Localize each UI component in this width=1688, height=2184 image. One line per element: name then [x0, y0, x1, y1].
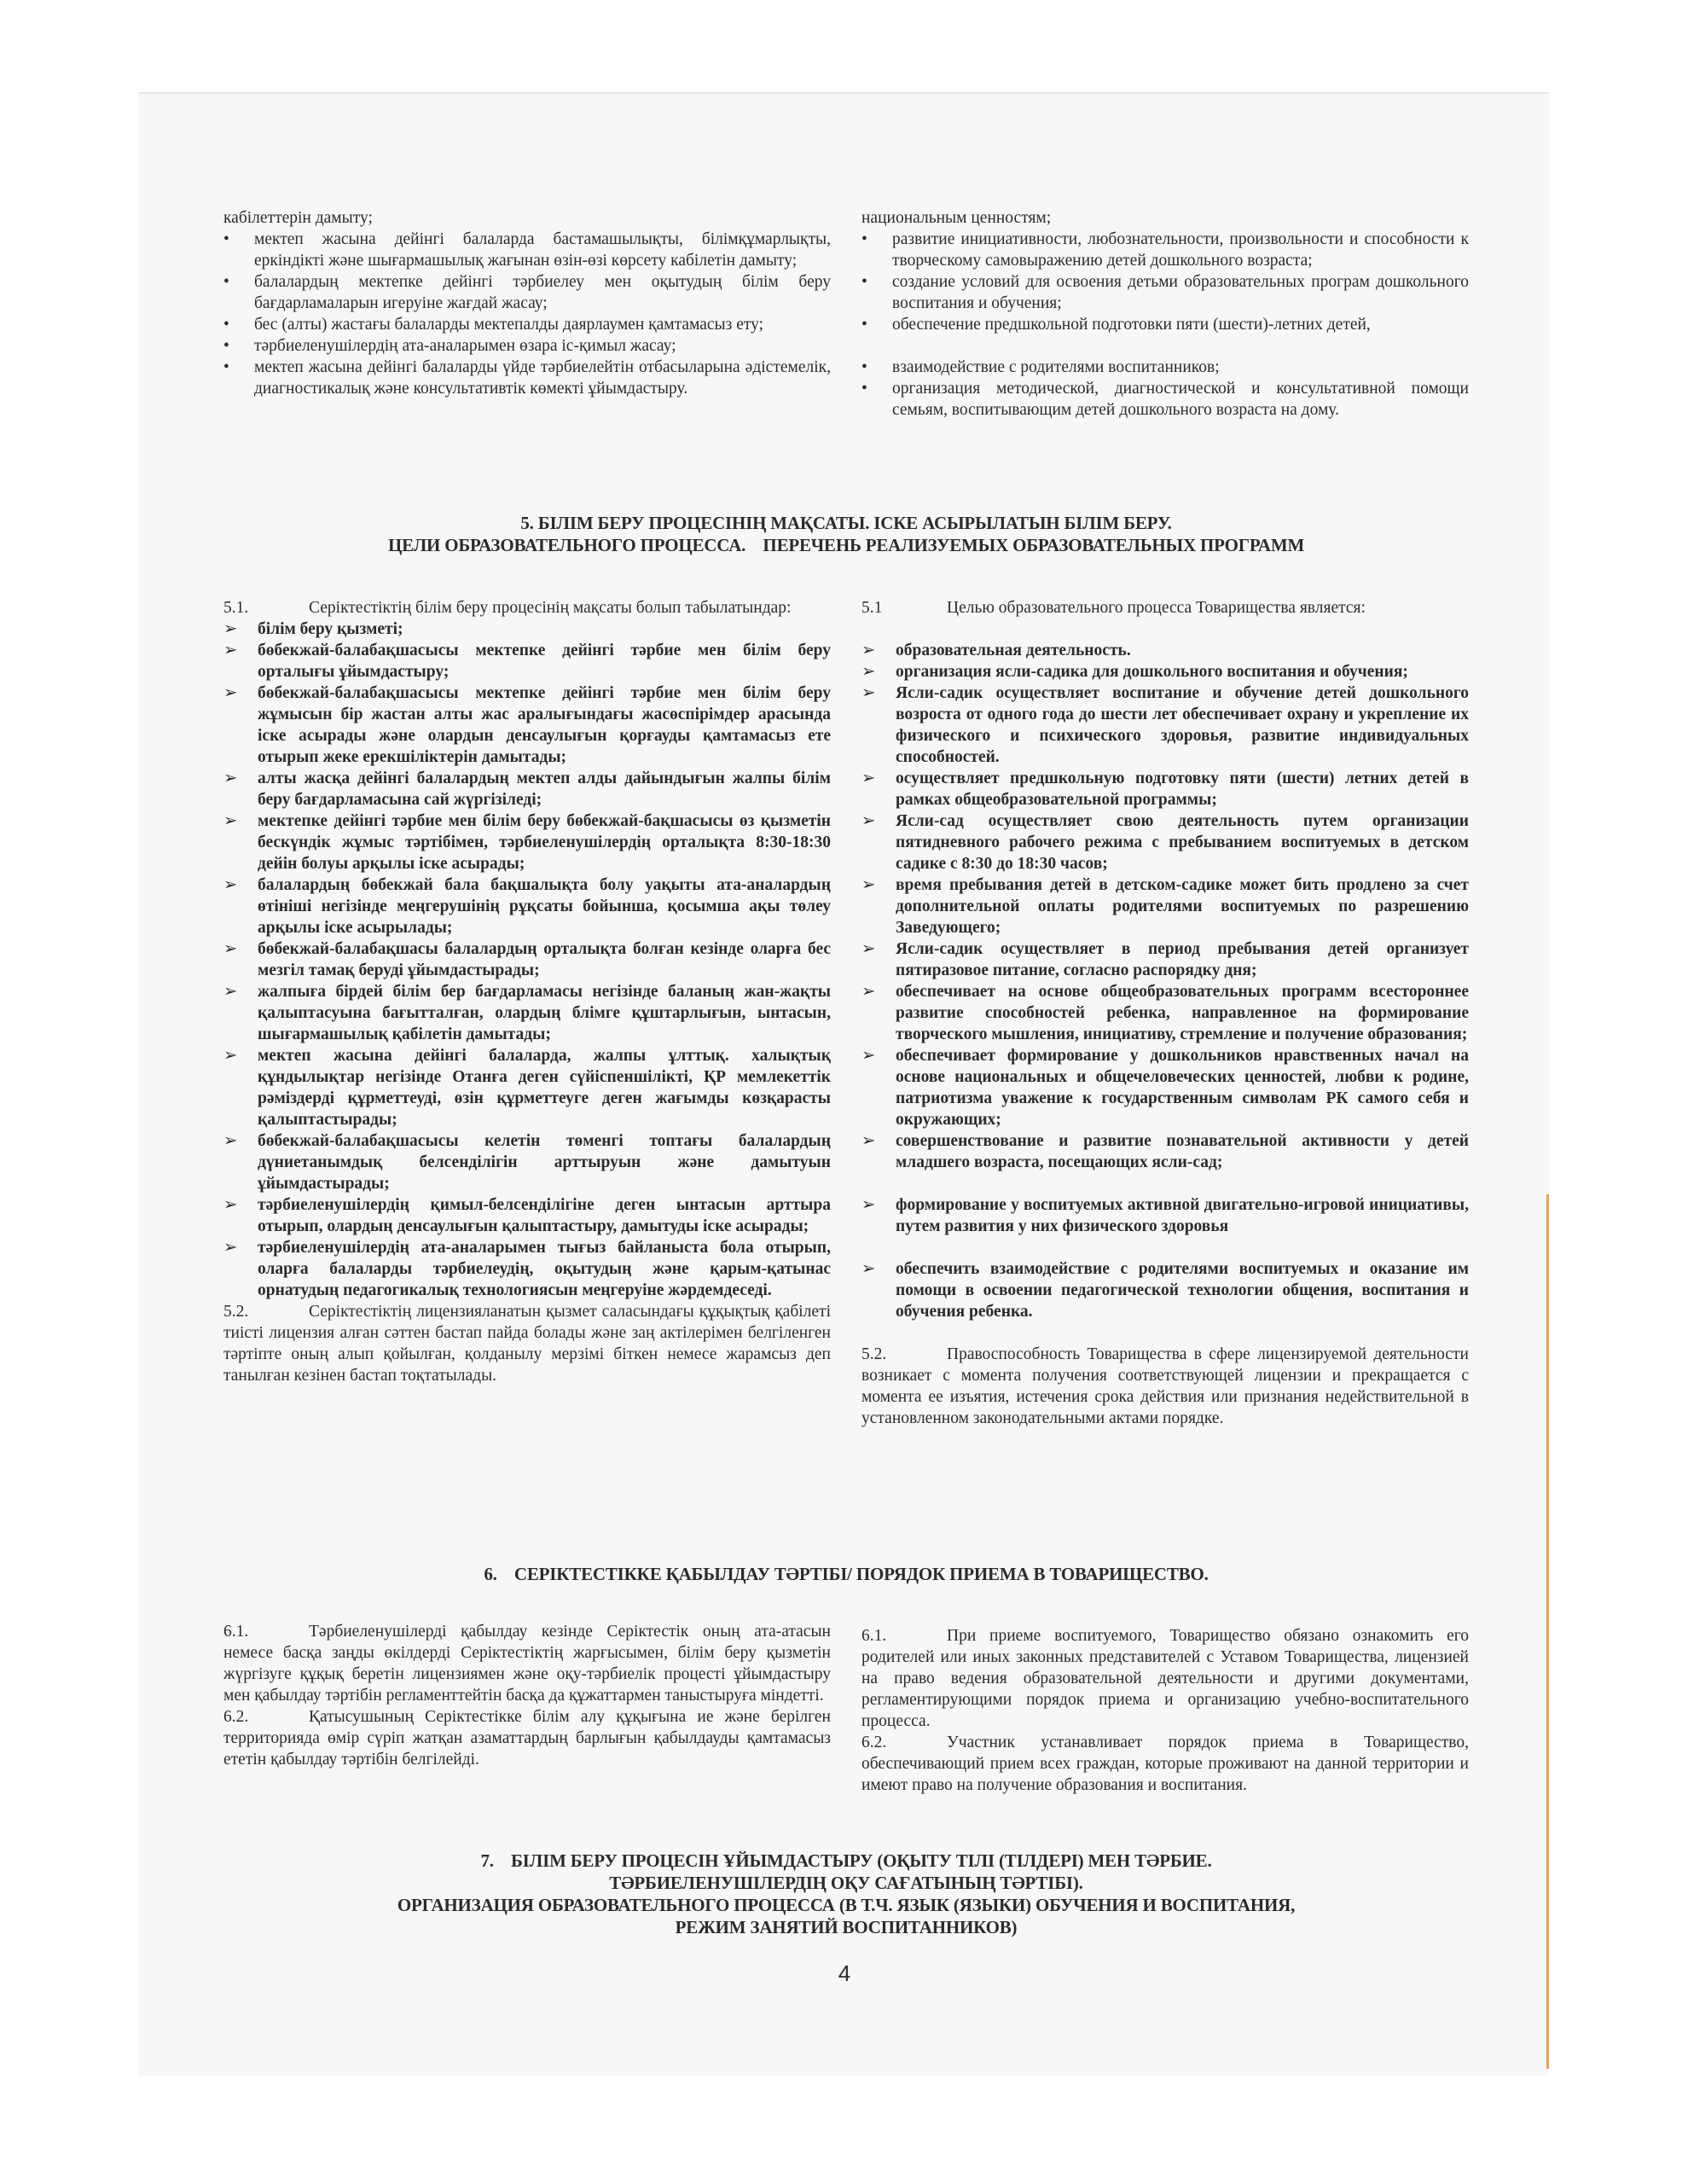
clause-6-1: 6.1. При приеме воспитуемого, Товарищество обязано ознакомить его родителей или иных законных представителей с Уставом Товарищества, лицензией на право ведения образовательной деятельности и другими документами, регламентирующими порядок приема и организацию учебно-воспитательного процесса.	[861, 1627, 1469, 1730]
list-item: • мектеп жасына дейінгі балаларда бастамашылықты, білімқұмарлықты, еркіндікті және шығармашылық жағынан өзін-өзі көрсету кабілетін дамыту;	[223, 230, 831, 270]
list-item: ➢ Ясли-садик осуществляет воспитание и обучение детей дошкольного возроста от одного года до шести лет обеспечивает охрану и укрепление их физического и психического здоровья, развитие индивидуальных способностей.	[861, 684, 1469, 766]
list-item: • балалардың мектепке дейінгі тәрбиелеу мен оқытудың білім беру бағдарламаларын игеруіне жағдай жасау;	[223, 273, 831, 312]
list-item: ➢ время пребывания детей в детском-садике может бить продлено за счет дополнительной оплаты родителями воспитуемых по разрешению Заведующего;	[861, 876, 1469, 937]
list-item: ➢ бөбекжай-балабақшасысы келетін төменгі топтағы балалардың дүниетанымдық белсенділігін арттыруын және дамытуын ұйымдастырады;	[223, 1132, 831, 1193]
arrowhead-icon: ➢	[861, 684, 876, 702]
list-item: • тәрбиеленушілердің ата-аналарымен өзара іс-қимыл жасау;	[223, 337, 676, 355]
arrowhead-icon: ➢	[861, 1260, 876, 1278]
section-7-line-4: РЕЖИМ ЗАНЯТИЙ ВОСПИТАННИКОВ)	[675, 1917, 1018, 1937]
bullet-icon: •	[223, 273, 229, 291]
arrowhead-icon: ➢	[861, 770, 876, 787]
spacer	[861, 619, 1469, 640]
bullet-icon: •	[861, 273, 867, 291]
arrowhead-icon: ➢	[223, 770, 238, 787]
section-5-title-ru: ЦЕЛИ ОБРАЗОВАТЕЛЬНОГО ПРОЦЕССА. ПЕРЕЧЕНЬ РЕАЛИЗУЕМЫХ ОБРАЗОВАТЕЛЬНЫХ ПРОГРАММ	[387, 535, 1305, 555]
list-item: ➢ тәрбиеленушілердің қимыл-белсенділігіне деген ынтасын арттыра отырып, олардың денсаулығын қалыптастыру, дамытуды іске асырады;	[223, 1196, 831, 1235]
arrowhead-icon: ➢	[223, 1132, 238, 1150]
clause-5-2: 5.2. Правоспособность Товарищества в сфере лицензируемой деятельности возникает с момента получения соответствующей лицензии и прекращается с момента ее изъятия, истечения срока действия или признания недействительной в установленном законодательными актами порядке.	[861, 1345, 1469, 1427]
continuation-text: кабілеттерін дамыту;	[223, 209, 373, 227]
list-item: ➢ формирование у воспитуемых активной двигательно-игровой инициативы, путем развития у них физического здоровья	[861, 1196, 1469, 1235]
arrowhead-icon: ➢	[223, 876, 238, 894]
list-item: • мектеп жасына дейінгі балаларды үйде тәрбиелейтін отбасыларына әдістемелік, диагностикалық және консультативтік көмекті ұйымдастыру.	[223, 358, 831, 398]
list-item: • развитие инициативности, любознательности, произвольности и способности к творческому самовыражению детей дошкольного возраста;	[861, 230, 1469, 270]
bullet-list	[861, 229, 1469, 421]
spacer	[861, 335, 1469, 357]
clause-6-1: 6.1. Тәрбиеленушілерді қабылдау кезінде Серіктестік оның ата-атасын немесе басқа заңды өкілдерді Серіктестіктің жарғысымен, білім беру қызметін жүргізуге құқық беретін лицензиямен және оқу-тәрбиелік процесті ұйымдастыру мен қабылдау тәртібін регламенттейтін басқа да құжаттармен таныстыруға міндетті.	[223, 1623, 831, 1705]
section-5-left-column	[223, 597, 831, 1386]
clause-6-2: 6.2. Участник устанавливает порядок приема в Товарищество, обеспечивающий прием всех граждан, которые проживают на данной территории и имеют право на получение образования и воспитания.	[861, 1734, 1469, 1794]
list-item: ➢ балалардың бөбекжай бала бақшалықта болу уақыты ата-аналардың өтініші негізінде меңгерушінің рұқсаты бойынша, қосымша ақы төлеу арқылы іске асырылады;	[223, 876, 831, 937]
section-7-line-3: ОРГАНИЗАЦИЯ ОБРАЗОВАТЕЛЬНОГО ПРОЦЕССА (В Т.Ч. ЯЗЫК (ЯЗЫКИ) ОБУЧЕНИЯ И ВОСПИТАНИЯ,	[397, 1895, 1296, 1915]
bullet-icon: •	[861, 358, 867, 376]
bullet-list	[223, 229, 831, 399]
section-7-line-2: ТӘРБИЕЛЕНУШІЛЕРДІҢ ОҚУ САҒАТЫНЫҢ ТӘРТІБІ).	[609, 1873, 1083, 1893]
list-item: ➢ обеспечивает формирование у дошкольников нравственных начал на основе национальных и общечеловеческих ценностей, любви к родине, патриотизма уважение к государственным символам РК самого себя и окружающих;	[861, 1047, 1469, 1129]
list-item: • бес (алты) жастағы балаларды мектепалды даярлаумен қамтамасыз ету;	[223, 316, 764, 334]
arrowhead-icon: ➢	[861, 663, 876, 681]
section-5-title-kz: 5. БІЛІМ БЕРУ ПРОЦЕСІНІҢ МАҚСАТЫ. ІСКЕ АСЫРЫЛАТЫН БІЛІМ БЕРУ.	[520, 513, 1172, 533]
top-left-column	[223, 207, 831, 399]
arrowhead-icon: ➢	[223, 1196, 238, 1214]
list-item: ➢ образовательная деятельность.	[861, 642, 1131, 659]
continuation-text: национальным ценностям;	[861, 209, 1052, 227]
list-item: ➢ мектеп жасына дейінгі балаларда, жалпы ұлттық. халықтық құндылықтар негізінде Отанға деген сүйіспеншілікті, ҚР мемлекеттік рәміздерді құрметтеуді, өзін құрметтеуге деген жағымды көзқарасты қалыптастырады;	[223, 1047, 831, 1129]
top-right-column	[861, 207, 1469, 421]
list-item: ➢ бөбекжай-балабақшасы балалардың орталықта болған кезінде оларға бес мезгіл тамақ беруді ұйымдастырады;	[223, 940, 831, 979]
list-item: ➢ Ясли-сад осуществляет свою деятельность путем организации пятидневного рабочего режима с пребыванием воспитуемых в детском садике с 8:30 до 18:30 часов;	[861, 812, 1469, 873]
list-item: ➢ организация ясли-садика для дошкольного воспитания и обучения;	[861, 663, 1408, 681]
list-item: ➢ бөбекжай-балабақшасысы мектепке дейінгі тәрбие мен білім беру орталығы ұйымдастыру;	[223, 642, 831, 681]
list-item: • создание условий для освоения детьми образовательных програм дошкольного воспитания и обучения;	[861, 273, 1469, 312]
section-6-title: 6. СЕРІКТЕСТІККЕ ҚАБЫЛДАУ ТӘРТІБІ/ ПОРЯДОК ПРИЕМА В ТОВАРИЩЕСТВО.	[484, 1564, 1209, 1584]
list-item: ➢ білім беру қызметі;	[223, 620, 403, 638]
list-item: ➢ тәрбиеленушілердің ата-аналарымен тығыз байланыста бола отырып, оларға балаларды тәрбиелеудің, оқытудың және қарым-қатынас орнатудың педагогикалық технологиясын меңгеруіне жәрдемдеседі.	[223, 1239, 831, 1299]
arrowhead-icon: ➢	[861, 1196, 876, 1214]
list-item: ➢ осуществляет предшкольную подготовку пяти (шести) летних детей в рамках общеобразовательной программы;	[861, 770, 1469, 809]
arrowhead-icon: ➢	[223, 1239, 238, 1257]
list-item: • организация методической, диагностической и консультативной помощи семьям, воспитывающим детей дошкольного возраста на дому.	[861, 380, 1469, 419]
section-7-heading	[223, 1850, 1469, 1938]
arrowhead-icon: ➢	[861, 940, 876, 958]
clause-5-1: 5.1. Серіктестіктің білім беру процесінің мақсаты болып табылатындар:	[223, 599, 792, 617]
section-5-right-column	[861, 597, 1469, 1429]
section-6-heading	[223, 1563, 1469, 1585]
arrowhead-icon: ➢	[861, 642, 876, 659]
list-item: ➢ Ясли-садик осуществляет в период пребывания детей организует пятиразовое питание, согласно распорядку дня;	[861, 940, 1469, 979]
list-item: ➢ обеспечивает на основе общеобразовательных программ всестороннее развитие способностей ребенка, направленное на формирование творческого мышления, инициативу, стремление и получение образования;	[861, 983, 1469, 1043]
spacer	[861, 1237, 1469, 1258]
arrowhead-icon: ➢	[223, 684, 238, 702]
spacer	[861, 1173, 1469, 1194]
list-item: ➢ жалпыға бірдей білім бер бағдарламасы негізінде баланың жан-жақты қалыптасуына бағытталған, олардың блімге құштарлығын, ынтасын, шығармашылық қабілетін дамытады;	[223, 983, 831, 1043]
clause-6-2: 6.2. Қатысушының Серіктестікке білім алу құқығына ие және берілген территорияда өмір сүріп жатқан азаматтардың барлығын қабылдауды қамтамасыз ететін қабылдау тәртібін белгілейді.	[223, 1708, 831, 1769]
bullet-icon: •	[861, 380, 867, 398]
list-item: ➢ алты жасқа дейінгі балалардың мектеп алды дайындығын жалпы білім беру бағдарламасына сай жүргізіледі;	[223, 770, 831, 809]
list-item: ➢ бөбекжай-балабақшасысы мектепке дейінгі тәрбие мен білім беру жұмысын бір жастан алты жас аралығындағы жасөспірімдер арасында іске асырады және олардын денсаулығын қорғауды қамтамасыз ете отырып жеке ерекшіліктерін дамытады;	[223, 684, 831, 766]
arrowhead-icon: ➢	[861, 1132, 876, 1150]
bullet-icon: •	[861, 230, 867, 248]
clause-5-2: 5.2. Серіктестіктің лицензияланатын қызмет саласындағы құқықтық қабілеті тиісті лицензия алған сәттен бастап пайда болады және заң актілерімен белгіленген тәртіпте оның алып қойылған, қолданылу мерзімі біткен немесе жарамсыз деп танылған кезінен бастап тоқтатылады.	[223, 1303, 831, 1385]
section-6-left-column	[223, 1621, 831, 1770]
list-item: • обеспечение предшкольной подготовки пяти (шести)-летних детей,	[861, 316, 1371, 334]
page-edge-line	[1546, 1194, 1549, 2069]
page-number: 4	[838, 1960, 851, 1986]
list-item: ➢ совершенствование и развитие познавательной активности у детей младшего возраста, посещающих ясли-сад;	[861, 1132, 1469, 1171]
spacer	[861, 1322, 1469, 1344]
bullet-icon: •	[223, 337, 229, 355]
arrowhead-icon: ➢	[223, 940, 238, 958]
scan-edge	[138, 92, 1549, 94]
section-6-right-column	[861, 1625, 1469, 1796]
section-5-heading	[223, 512, 1469, 556]
arrowhead-icon: ➢	[223, 620, 238, 638]
arrowhead-icon: ➢	[223, 812, 238, 830]
bullet-icon: •	[223, 358, 229, 376]
list-item: • взаимодействие с родителями воспитанников;	[861, 358, 1220, 376]
section-7-line-1: 7. БІЛІМ БЕРУ ПРОЦЕСІН ҰЙЫМДАСТЫРУ (ОҚЫТУ ТІЛІ (ТІЛДЕРІ) МЕН ТӘРБИЕ.	[480, 1850, 1212, 1871]
arrowhead-icon: ➢	[861, 812, 876, 830]
arrowhead-icon: ➢	[223, 983, 238, 1001]
clause-5-1: 5.1 Целью образовательного процесса Товарищества является:	[861, 599, 1366, 617]
bullet-icon: •	[223, 230, 229, 248]
arrow-list	[223, 619, 831, 1301]
arrowhead-icon: ➢	[861, 876, 876, 894]
bullet-icon: •	[861, 316, 867, 334]
arrowhead-icon: ➢	[223, 642, 238, 659]
bullet-icon: •	[223, 316, 229, 334]
arrowhead-icon: ➢	[223, 1047, 238, 1065]
arrowhead-icon: ➢	[861, 983, 876, 1001]
arrowhead-icon: ➢	[861, 1047, 876, 1065]
arrow-list	[861, 640, 1469, 1322]
list-item: ➢ мектепке дейінгі тәрбие мен білім беру бөбекжай-бақшасысы өз қызметін бескүндік жұмыс тәртібімен, тәрбиеленушілердің орталықта 8:30-18:30 дейін болуы арқылы іске асырады;	[223, 812, 831, 873]
list-item: ➢ обеспечить взаимодействие с родителями воспитуемых и оказание им помощи в освоении педагогической технологии общения, воспитания и обучения ребенка.	[861, 1260, 1469, 1321]
